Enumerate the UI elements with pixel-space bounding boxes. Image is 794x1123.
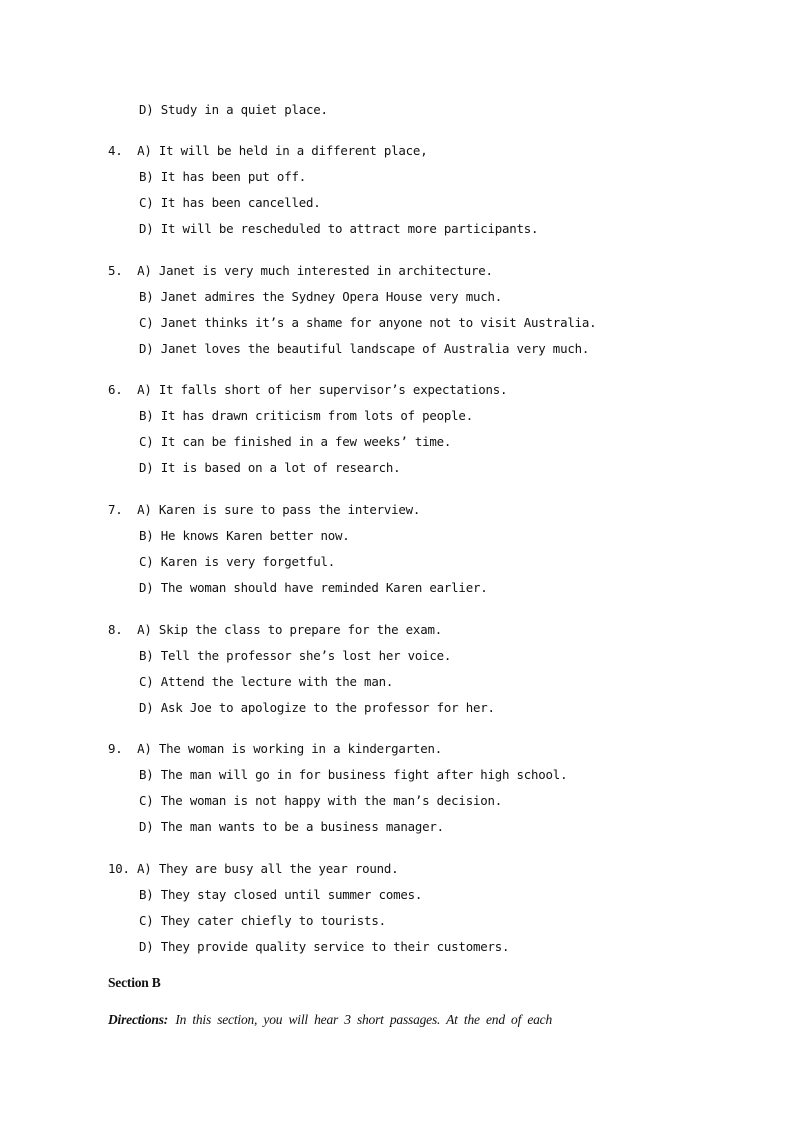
option-b: B) It has drawn criticism from lots of people. bbox=[139, 408, 473, 423]
question-number: 6. bbox=[108, 382, 123, 397]
option-d: D) It is based on a lot of research. bbox=[139, 460, 401, 475]
option-a: A) It falls short of her supervisor’s expectations. bbox=[137, 382, 508, 397]
question-number: 4. bbox=[108, 143, 123, 158]
directions-line bbox=[108, 1012, 552, 1028]
question-4 bbox=[108, 143, 427, 159]
option-c: C) Karen is very forgetful. bbox=[139, 554, 336, 569]
question-number: 7. bbox=[108, 502, 123, 517]
option-d: D) Ask Joe to apologize to the professor for her. bbox=[139, 700, 495, 715]
question-number: 8. bbox=[108, 622, 123, 637]
question-number: 5. bbox=[108, 263, 123, 278]
option-d: D) It will be rescheduled to attract more participants. bbox=[139, 221, 539, 236]
option-a: A) Skip the class to prepare for the exam. bbox=[137, 622, 442, 637]
option-d: D) The man wants to be a business manager. bbox=[139, 819, 444, 834]
option-c: C) It can be finished in a few weeks’ time. bbox=[139, 434, 452, 449]
option-d: D) They provide quality service to their customers. bbox=[139, 939, 510, 954]
option-c: C) The woman is not happy with the man’s decision. bbox=[139, 793, 502, 808]
option-a: A) Janet is very much interested in architecture. bbox=[137, 263, 493, 278]
section-heading: Section B bbox=[108, 975, 161, 990]
option-a: A) Karen is sure to pass the interview. bbox=[137, 502, 421, 517]
question-9 bbox=[108, 741, 442, 757]
option-a: A) It will be held in a different place, bbox=[137, 143, 428, 158]
option-a: A) The woman is working in a kindergarten. bbox=[137, 741, 442, 756]
option-b: B) They stay closed until summer comes. bbox=[139, 887, 423, 902]
directions-text: In this section, you will hear 3 short passages. At the end of each bbox=[175, 1012, 553, 1027]
option-d: D) Janet loves the beautiful landscape of Australia very much. bbox=[139, 341, 590, 356]
option-b: B) The man will go in for business fight after high school. bbox=[139, 767, 568, 782]
option-line: D) Study in a quiet place. bbox=[139, 102, 328, 117]
question-7 bbox=[108, 502, 420, 518]
option-c: C) Attend the lecture with the man. bbox=[139, 674, 394, 689]
option-d: D) The woman should have reminded Karen earlier. bbox=[139, 580, 488, 595]
option-b: B) It has been put off. bbox=[139, 169, 306, 184]
question-number: 10. bbox=[108, 861, 130, 876]
option-c: C) Janet thinks it’s a shame for anyone not to visit Australia. bbox=[139, 315, 597, 330]
option-a: A) They are busy all the year round. bbox=[137, 861, 399, 876]
option-b: B) Janet admires the Sydney Opera House very much. bbox=[139, 289, 502, 304]
option-c: C) They cater chiefly to tourists. bbox=[139, 913, 386, 928]
directions-label: Directions: bbox=[108, 1012, 169, 1027]
option-b: B) He knows Karen better now. bbox=[139, 528, 350, 543]
option-b: B) Tell the professor she’s lost her voice. bbox=[139, 648, 452, 663]
question-5 bbox=[108, 263, 493, 279]
question-10 bbox=[108, 861, 398, 877]
question-6 bbox=[108, 382, 507, 398]
question-8 bbox=[108, 622, 442, 638]
question-number: 9. bbox=[108, 741, 123, 756]
option-c: C) It has been cancelled. bbox=[139, 195, 321, 210]
